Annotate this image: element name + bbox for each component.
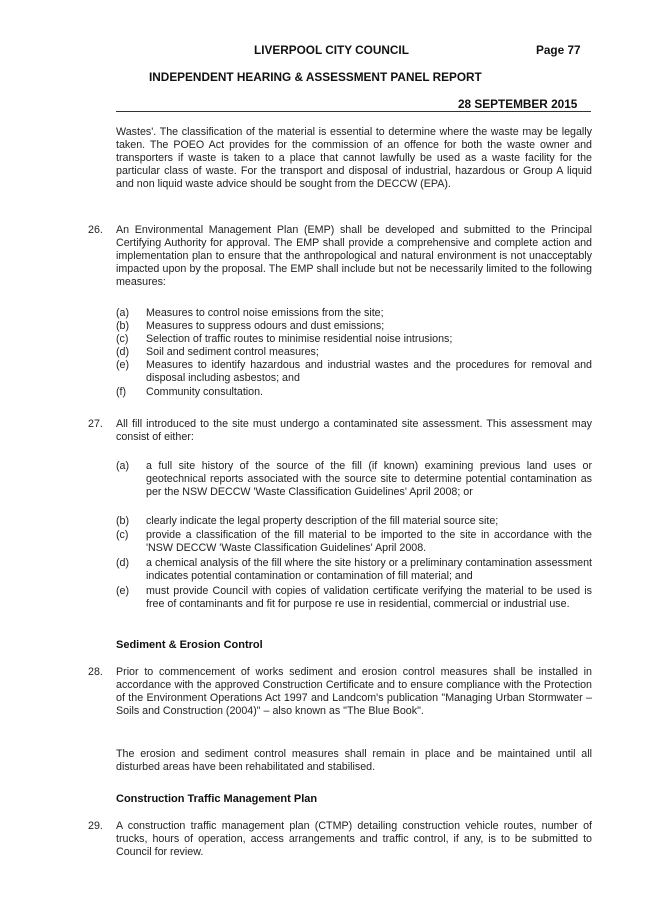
list-item-label: (c) — [116, 529, 129, 541]
list-item-text: Measures to identify hazardous and industrial wastes and the procedures for removal and disposal including asbestos; and — [146, 359, 592, 385]
list-item-label: (d) — [116, 557, 130, 569]
list-item-label: (b) — [116, 320, 130, 332]
condition-number-26: 26. — [88, 224, 103, 236]
list-item-text: a full site history of the source of the fill (if known) examining previous land uses or geotechnical reports associated with the source site to determine potential contamination as per the NSW DECCW 'Waste Classification Guidelines' April 2008; or — [146, 460, 592, 499]
condition-text-28: Prior to commencement of works sediment and erosion control measures shall be installed in accordance with the approved Construction Certificate and to ensure compliance with the Protection of the Environment Operations Act 1997 and Landcom's publication "Managing Urban Stormwater – Soils and Construction (2004)" – also known as "The Blue Book". — [116, 666, 592, 718]
list-item-label: (d) — [116, 346, 130, 358]
list-item-label: (f) — [116, 386, 127, 398]
list-item-label: (c) — [116, 333, 129, 345]
report-title: INDEPENDENT HEARING & ASSESSMENT PANEL REPORT — [149, 70, 482, 84]
list-item-text: Community consultation. — [146, 386, 264, 398]
list-item-label: (e) — [116, 359, 130, 371]
continuation-paragraph: Wastes'. The classification of the material is essential to determine where the waste may be legally taken. The POEO Act provides for the commission of an offence for both the waste owner and transporters if waste is taken to a place that cannot lawfully be used as a waste facility for the particular class of waste. For the transport and disposal of industrial, hazardous or Group A liquid and non liquid waste advice should be sought from the DECCW (EPA). — [116, 126, 592, 191]
condition-number-27: 27. — [88, 418, 103, 430]
condition-text-27: All fill introduced to the site must undergo a contaminated site assessment. This assessment may consist of either: — [116, 418, 592, 444]
report-date: 28 SEPTEMBER 2015 — [458, 97, 578, 111]
header-divider — [116, 111, 591, 112]
list-item-text: provide a classification of the fill material to be imported to the site in accordance with the 'NSW DECCW 'Waste Classification Guidelines' April 2008. — [146, 529, 592, 555]
condition-text-26: An Environmental Management Plan (EMP) shall be developed and submitted to the Principal Certifying Authority for approval. The EMP shall provide a comprehensive and complete action and implementation plan to ensure that the anthropological and natural environment is not unacceptably impacted upon by the proposal. The EMP shall include but not be necessarily limited to the following measures: — [116, 224, 592, 289]
condition-number-29: 29. — [88, 820, 103, 832]
list-item-text: Soil and sediment control measures; — [146, 346, 319, 358]
list-item-text: must provide Council with copies of validation certificate verifying the material to be used is free of contaminants and fit for purpose re use in residential, commercial or industrial use. — [146, 585, 592, 611]
list-item-label: (b) — [116, 515, 130, 527]
list-item-text: a chemical analysis of the fill where the site history or a preliminary contamination assessment indicates potential contamination or contamination of fill material; and — [146, 557, 592, 583]
condition-text-29: A construction traffic management plan (CTMP) detailing construction vehicle routes, number of trucks, hours of operation, access arrangements and traffic control, if any, is to be submitted to Council for review. — [116, 820, 592, 859]
list-item-label: (a) — [116, 307, 130, 319]
organization-name: LIVERPOOL CITY COUNCIL — [254, 43, 409, 57]
section-heading-traffic: Construction Traffic Management Plan — [116, 793, 318, 805]
section-heading-sediment: Sediment & Erosion Control — [116, 639, 263, 651]
page-number: Page 77 — [536, 43, 581, 57]
condition-text-28-continued: The erosion and sediment control measures shall remain in place and be maintained until all disturbed areas have been rehabilitated and stabilised. — [116, 748, 592, 774]
list-item-text: Measures to suppress odours and dust emissions; — [146, 320, 385, 332]
list-item-text: Measures to control noise emissions from the site; — [146, 307, 384, 319]
list-item-label: (a) — [116, 460, 130, 472]
list-item-label: (e) — [116, 585, 130, 597]
condition-number-28: 28. — [88, 666, 103, 678]
list-item-text: clearly indicate the legal property description of the fill material source site; — [146, 515, 499, 527]
list-item-text: Selection of traffic routes to minimise residential noise intrusions; — [146, 333, 453, 345]
